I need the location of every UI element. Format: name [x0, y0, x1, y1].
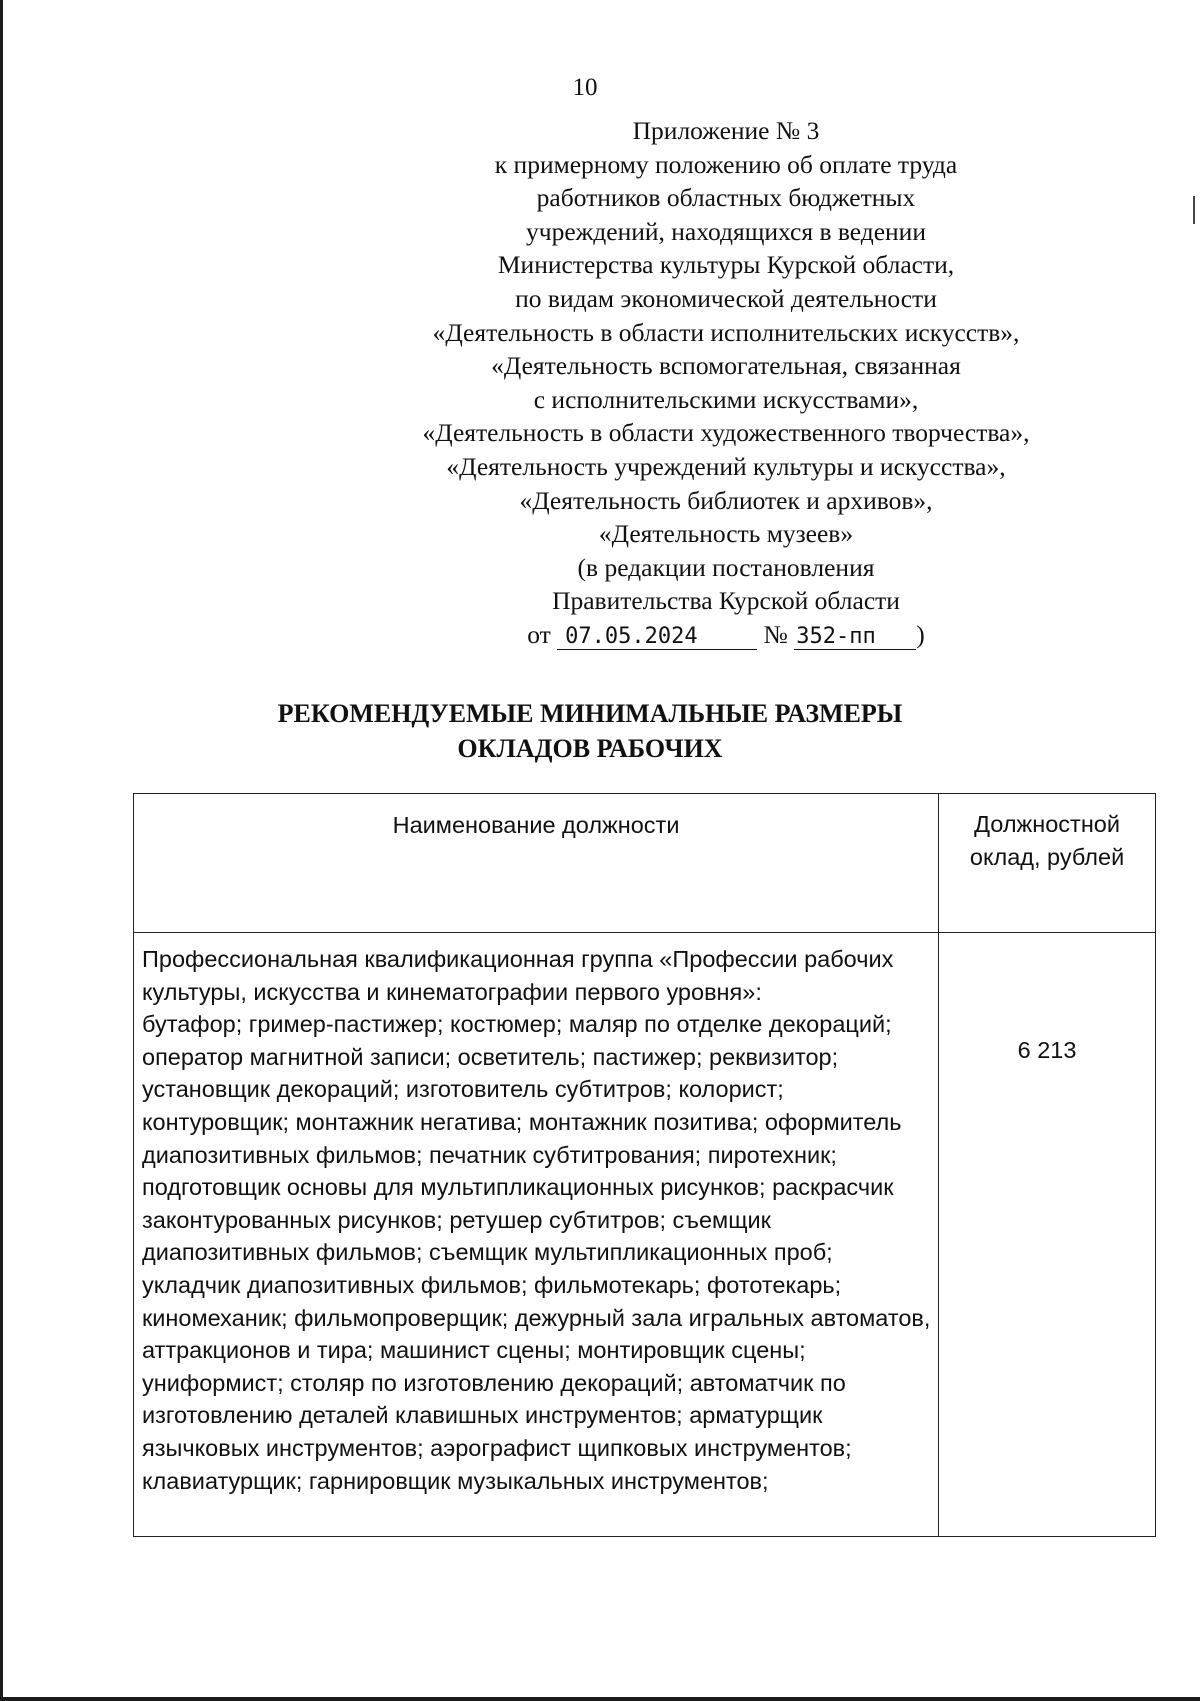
position-cell — [134, 933, 939, 1537]
appendix-line: по видам экономической деятельности — [515, 283, 937, 313]
salary-value: 6 213 — [939, 933, 1156, 1537]
appendix-line: Приложение № 3 — [632, 116, 820, 145]
appendix-line: «Деятельность вспомогательная, связанная — [491, 351, 961, 381]
appendix-line: работников областных бюджетных — [536, 183, 916, 213]
appendix-line: Министерства культуры Курской области, — [497, 250, 955, 280]
appendix-header — [388, 114, 1064, 652]
scan-margin-mark — [1193, 196, 1195, 224]
appendix-line: «Деятельность учреждений культуры и искусства», — [446, 451, 1006, 481]
resolution-date: 07.05.2024 — [557, 625, 757, 650]
appendix-line: с исполнительскими искусствами», — [533, 384, 919, 414]
qualification-group-title: Профессиональная квалификационная группа «Профессии рабочих культуры, искусства и кинематографии первого уровня»: — [142, 946, 894, 1005]
table-row — [134, 933, 1156, 1537]
resolution-number: 352-пп — [794, 625, 916, 650]
appendix-line: «Деятельность в области художественного творчества», — [422, 418, 1030, 448]
appendix-line: учреждений, находящихся в ведении — [526, 216, 926, 246]
appendix-line: (в редакции постановления — [577, 552, 875, 582]
number-prefix: № — [763, 619, 788, 649]
column-header-salary — [939, 794, 1156, 933]
table-header-row — [134, 794, 1156, 933]
scan-bottom-edge — [0, 1697, 1200, 1701]
appendix-line: «Деятельность в области исполнительских искусств», — [432, 317, 1020, 347]
appendix-line: Правительства Курской области — [552, 586, 900, 616]
scan-left-edge — [0, 0, 3, 1701]
resolution-reference — [388, 618, 1064, 652]
title-line-1: РЕКОМЕНДУЕМЫЕ МИНИМАЛЬНЫЕ РАЗМЕРЫ — [277, 699, 903, 728]
appendix-line: «Деятельность музеев» — [598, 519, 854, 549]
salary-header-line-1: Должностной — [974, 811, 1120, 837]
date-prefix: от — [527, 619, 551, 649]
positions-list: бутафор; гример-пастижер; костюмер; маляр по отделке декораций; оператор магнитной записи; осветитель; пастижер; реквизитор; установщик декораций; изготовитель субтитров; колорист; контуровщик; монтажник негатива; монтажник позитива; оформитель диапозитивных фильмов; печатник субтитрования; пиротехник; подготовщик основы для мультипликационных рисунков; раскрасчик законтурованных рисунков; ретушер субтитров; съемщик диапозитивных фильмов; съемщик мультипликационных проб; укладчик диапозитивных фильмов; фильмотекарь; фототекарь; киномеханик; фильмопроверщик; дежурный зала игральных автоматов, аттракционов и тира; машинист сцены; монтировщик сцены; униформист; столяр по изготовлению декораций; автоматчик по изготовлению деталей клавишных инструментов; арматурщик язычковых инструментов; аэрографист щипковых инструментов; клавиатурщик; гарнировщик музыкальных инструментов; — [142, 1011, 931, 1494]
document-title — [0, 696, 1200, 766]
salary-table — [133, 793, 1156, 1537]
title-line-2: ОКЛАДОВ РАБОЧИХ — [457, 734, 723, 763]
column-header-position: Наименование должности — [134, 794, 939, 933]
appendix-line: «Деятельность библиотек и архивов», — [519, 485, 933, 515]
salary-header-line-2: оклад, рублей — [969, 844, 1125, 870]
page-number: 10 — [572, 74, 598, 101]
appendix-line: к примерному положению об оплате труда — [494, 149, 958, 179]
closing-paren: ) — [916, 619, 925, 649]
